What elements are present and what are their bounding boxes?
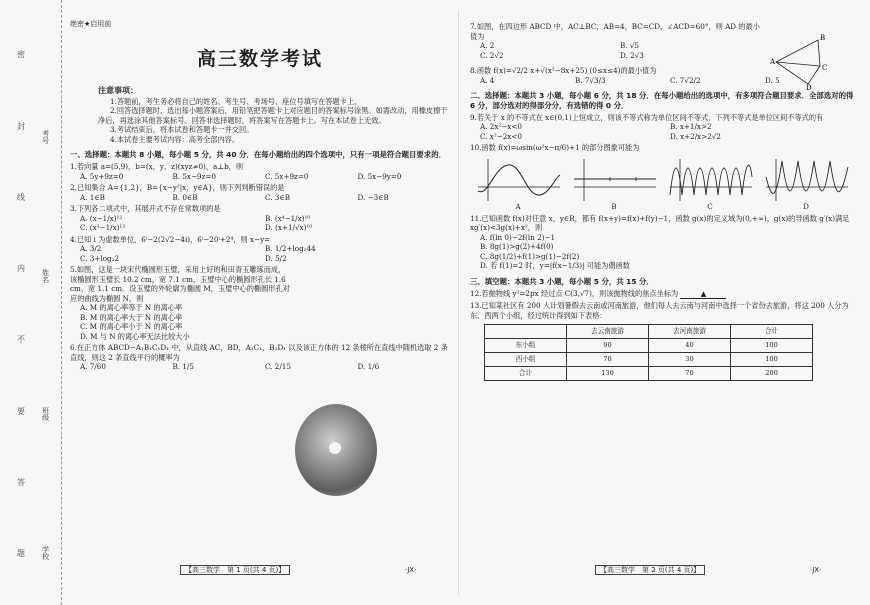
seal-char: 封 (17, 121, 25, 131)
graph-label: D (803, 202, 809, 211)
question-11-options (470, 233, 860, 271)
seal-char: 题 (17, 549, 25, 559)
option: B. 8g(1)>g(2)+4f(0) (480, 242, 554, 252)
graph-label: A (515, 202, 521, 211)
option: D. 1/6 (357, 362, 380, 372)
option: A. 2x²−x<0 (480, 122, 522, 132)
page-1 (70, 20, 450, 372)
question-8: 8.函数 f(x)=√2/2 x+√(x²−8x+25) (0≤x≤4)的最小值为 (470, 66, 657, 75)
table-cell: 合计 (485, 367, 567, 381)
notice-item: 4.本试卷主要考试内容：高考全部内容。 (110, 134, 240, 144)
table-cell: 130 (567, 367, 649, 381)
notice-block (70, 86, 450, 144)
option: A. 4 (480, 75, 495, 85)
option: D. 2√3 (620, 50, 644, 60)
table-header-cell: 合计 (731, 325, 813, 339)
section-1-heading: 一、选择题：本题共 8 小题，每小题 5 分，共 40 分．在每小题给出的四个选项中，只有一项是符合题目要求的． (70, 150, 446, 160)
option: B. 1/2+log₂44 (265, 244, 316, 254)
table-cell: 西小组 (485, 353, 567, 367)
page-1-code: ·JX· (405, 566, 417, 574)
question-1: 1.若向量 a=(5,9)，b=(x，y，z)(xyz≠0)，a⊥b，则 (70, 162, 244, 172)
student-info-labels (38, 130, 52, 560)
option: B. (x⁴−1/x)¹⁰ (265, 213, 311, 223)
option: D. −3∈B (357, 192, 389, 202)
option: B. x+1/x>2 (670, 122, 712, 132)
option: A. 1∈B (80, 192, 105, 202)
option: D. 5/2 (265, 253, 287, 263)
graph-option-c (666, 157, 754, 212)
notice-item: 1.答题前，考生务必将自己的姓名、考生号、考场号、座位号填写在答题卡上。 (110, 96, 362, 106)
graph-b-plot (570, 157, 658, 203)
option: B. 1/5 (172, 362, 194, 372)
question-3-options (70, 214, 450, 233)
graph-option-b (570, 157, 658, 212)
table-header-cell: 去云南旅游 (567, 325, 649, 339)
page-1-footer (180, 566, 290, 575)
option: A. 5y+9z=0 (80, 171, 124, 181)
option: C. 8g(1/2)+f(1)>g(1)−2f(2) (480, 251, 580, 261)
option: D. M 与 N 的离心率无法比较大小 (80, 331, 190, 341)
option: A. 2 (480, 41, 495, 50)
table-header-row (485, 325, 813, 339)
question-12 (470, 289, 860, 300)
option: C. 2√2 (480, 50, 504, 60)
option: D. (x+1/√x)¹⁰ (265, 223, 313, 233)
question-7-options (470, 41, 760, 60)
question-10: 10.函数 f(x)=ωsin(ω²x−π/6)+1 的部分图象可能为 (470, 143, 640, 153)
table-cell: 90 (567, 339, 649, 353)
option: B. 5x−9z=0 (172, 171, 216, 181)
footer-text: 【高三数学 第 2 页(共 4 页)】 (595, 565, 705, 575)
option: A. f(ln 0)−2f(ln 2)−1 (480, 232, 556, 242)
vertex-label: C (822, 64, 828, 72)
question-10-graphs (474, 157, 860, 212)
jade-disc-hole (329, 442, 341, 454)
question-4: 4.已知 i 为虚数单位，6ⁱ−2(2√2−4i)，6ⁱ−20ⁱ+2⁴，则 x−y= (70, 234, 271, 244)
vertex-label: A (770, 58, 776, 66)
answer-blank: ▲ (680, 289, 726, 300)
option: D. 若 f(1)=2 时，y=|f(x−1/3)| 可能为偶函数 (480, 261, 630, 271)
option: B. 7√3/3 (575, 75, 606, 85)
page-divider (458, 10, 459, 595)
option: A. 3/2 (80, 244, 102, 254)
label-exam-number: 考号 (41, 130, 50, 144)
graph-d-plot (762, 157, 850, 203)
seal-char: 答 (17, 477, 25, 487)
graph-option-d (762, 157, 850, 212)
question-9-options (470, 122, 860, 141)
question-3: 3.下列各二项式中，其展开式不存在常数项的是 (70, 204, 221, 214)
option: C. M 的离心率小于 N 的离心率 (80, 322, 183, 332)
option: C. x²−2x<0 (480, 131, 522, 141)
question-6-options (70, 362, 450, 372)
table-cell: 70 (649, 367, 731, 381)
seal-char: 线 (17, 192, 25, 202)
table-cell: 东小组 (485, 339, 567, 353)
graph-label: C (707, 202, 713, 211)
table-cell: 100 (731, 339, 813, 353)
question-12-text: 12.若抛物线 y²=2px 经过点 C(3,√7)，则该抛物线的焦点坐标为 (470, 288, 679, 298)
jade-disc-photo (295, 404, 377, 496)
option: C. 3∈B (265, 192, 290, 202)
notice-title: 注意事项： (98, 86, 138, 96)
question-9: 9.若关于 x 的不等式在 x∈(0,1)上恒成立，则该不等式称为单位区间不等式．下列不等式是单位区间不等式的有 (470, 112, 824, 122)
question-6: 6.在正方体 ABCD−A₁B₁C₁D₁ 中，从直线 AC，BD，A₁C₁，B₁D₁ 以及该正方体的 12 条棱所在直线中随机选取 2 条直线，则这 2 条直线平行的概率为 (70, 343, 448, 362)
question-2-options (70, 193, 450, 203)
seal-char: 要 (17, 406, 25, 416)
page-2-footer (595, 566, 705, 575)
quadrilateral-figure (770, 32, 830, 90)
option: B. √5 (620, 41, 640, 50)
question-7: 7.如图，在四边形 ABCD 中，AC⊥BC，AB=4，BC=CD，∠ACD=60°，则 AD 的最小值为 (470, 22, 760, 41)
question-13: 13.已知某社区有 200 人计划暑假去云南或河南旅游，他们每人去云南与河南中选择一个省份去旅游，将这 200 人分为东、西两个小组，经过统计得到如下表格： (470, 301, 849, 320)
graph-a-plot (474, 157, 562, 203)
question-11: 11.已知函数 f(x)对任意 x，y∈R，都有 f(x+y)=f(x)+f(y)−1，函数 g(x)的定义域为(0,+∞)，g(x)的导函数 g′(x)满足 xg′(x)<3g(x)+x²，则 (470, 213, 850, 233)
binding-margin (0, 0, 62, 605)
option: C. 3+log₂2 (80, 253, 120, 263)
table-cell: 70 (567, 353, 649, 367)
option: B. 0∈B (172, 192, 198, 202)
graph-label: B (611, 202, 617, 211)
table-cell: 30 (649, 353, 731, 367)
seal-line-text (16, 20, 26, 590)
question-2: 2.已知集合 A={1,2}，B={x−y²|x，y∈A}，则下列判断错误的是 (70, 183, 285, 193)
label-name: 姓名 (41, 268, 50, 283)
option: B. M 的离心率大于 N 的离心率 (80, 312, 183, 322)
question-4-options (70, 244, 450, 263)
page-2-code: ·JX· (810, 566, 822, 574)
option: C. 5x+9z=0 (265, 171, 309, 181)
option: A. 7/60 (80, 362, 106, 372)
option: A. (x−1/x)¹² (80, 213, 123, 223)
label-class: 班级 (41, 407, 50, 422)
secret-mark: 绝密★启用前 (70, 20, 112, 28)
table-row (485, 367, 813, 381)
graph-option-a (474, 157, 562, 212)
notice-item: 3.考试结束后，将本试卷和答题卡一并交回。 (110, 125, 254, 135)
table-cell: 100 (731, 353, 813, 367)
vertex-label: B (820, 34, 826, 42)
seal-char: 密 (17, 50, 25, 60)
table-row (485, 353, 813, 367)
notice-item: 2.回答选择题时，选出每小题答案后，用铅笔把答题卡上对应题目的答案标号涂黑。如需改动，用橡皮擦干净后，再选涂其他答案标号。回答非选择题时，将答案写在答题卡上。写在本试卷上无效。 (98, 106, 448, 125)
exam-title: 高三数学考试 (196, 48, 323, 71)
question-1-options (70, 172, 450, 182)
option: A. M 的离心率等于 N 的离心率 (80, 303, 183, 313)
option: D. x+2/x>2√2 (670, 131, 721, 141)
section-3-heading: 三、填空题：本题共 3 小题，每小题 5 分，共 15 分． (470, 276, 654, 286)
label-school: 学校 (41, 545, 50, 560)
section-2-heading: 二、选择题：本题共 3 小题，每小题 6 分，共 18 分．在每小题给出的选项中，有多项符合题目要求．全部选对的得 6 分，部分选对的得部分分，有选错的得 0 分． (470, 91, 854, 110)
question-5: 5.如图，这是一块宋代椭圆形玉璧，采用上好的和田青玉雕琢而成，该椭圆形玉璧长 10.2 cm，宽 7.1 cm，玉璧中心的椭圆形孔长 1.6 cm，宽 1.1 cm．设玉璧的外轮廓为椭圆 M，玉璧中心的椭圆形孔对应的曲线为椭圆 N，则 (70, 265, 290, 303)
table-header-cell: 去河南旅游 (649, 325, 731, 339)
question-5-options (70, 303, 300, 341)
seal-char: 内 (17, 264, 25, 274)
option: C. 7√2/2 (670, 75, 701, 85)
option: C. 2/15 (265, 362, 291, 372)
survey-table (484, 324, 813, 381)
footer-text: 【高三数学 第 1 页(共 4 页)】 (180, 565, 290, 575)
option: C. (x³−1/x)¹² (80, 223, 126, 233)
table-row (485, 339, 813, 353)
table-cell: 40 (649, 339, 731, 353)
table-cell: 200 (731, 367, 813, 381)
table-header-cell (485, 325, 567, 339)
graph-c-plot (666, 157, 754, 203)
option: D. 5 (765, 75, 780, 85)
seal-char: 不 (17, 335, 25, 345)
vertex-label: D (806, 84, 812, 90)
option: D. 5x−9y=0 (357, 171, 402, 181)
